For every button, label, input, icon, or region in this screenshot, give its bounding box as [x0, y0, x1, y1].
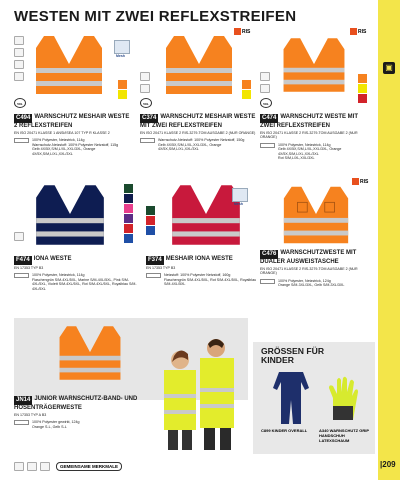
product-sizes: Orange S-L, Gelb S-L: [32, 424, 67, 429]
product-sizes: Flaschengrün S/M-4XL/5XL, Marine S/M-4XL/5XL, Pink S/M-4XL/5XL, Violett S/M-4XL/5XL, Rot S/M-4XL/5XL, Royalblau S/M-4XL/5XL: [32, 277, 137, 291]
color-swatch-yellow[interactable]: [242, 90, 251, 99]
color-swatch-royal[interactable]: [146, 226, 155, 235]
product-name: WARNSCHUTZ MESHAIR WESTE 2 REFLEXSTREIFEN: [14, 114, 130, 129]
vest-image: [278, 34, 350, 96]
product-name: WARNSCHUTZ MESHAIR WESTE MIT ZWEI REFLEXSTREIFEN: [140, 114, 256, 129]
kids-item-2: A340 WARNSCHUTZ GRIP HANDSCHUH LATEXSCHAUM: [319, 428, 369, 443]
product-code: C374: [142, 115, 157, 121]
product-name: IONA WESTE: [33, 256, 72, 262]
kids-overall-image: [271, 370, 311, 426]
product-standard: EN 17353 TYP B3: [14, 266, 44, 270]
product-standard: EN ISO 20471 KLASSE 2 RIS-3279-TOM AUSGABE 2 (NUR ORANGE): [140, 131, 256, 135]
product-standard: EN 17353 TYP A B3: [14, 413, 47, 417]
product-sizes: Gelb 4X/5X,S/M,L/XL,XXL/3XL, Orange 4X/5X,S/M,L/XL,XXL/3XL: [32, 147, 96, 156]
material-tag: [146, 273, 161, 278]
color-swatch-orange[interactable]: [118, 80, 127, 89]
color-swatch-violet[interactable]: [124, 214, 133, 223]
product-name: JUNIOR WARNSCHUTZ-BAND- UND HOSENTRÄGERWESTE: [14, 396, 138, 411]
kids-photo: [150, 330, 250, 452]
material-tag: [14, 138, 29, 143]
mesh-label: Mesh: [234, 202, 243, 206]
kids-item-1: C899 KINDER OVERALL: [261, 428, 308, 433]
feature-icon: [14, 36, 24, 45]
page-title: WESTEN MIT ZWEI REFLEXSTREIFEN: [14, 8, 297, 25]
feature-icon: [27, 462, 37, 471]
product-c494[interactable]: [14, 28, 132, 178]
vest-image: [278, 182, 354, 248]
feature-icon: [14, 48, 24, 57]
color-swatch-royal[interactable]: [124, 234, 133, 243]
feature-icon: [140, 84, 150, 93]
ris-badge: RIS: [234, 28, 250, 35]
product-name: WARNSCHUTZ WESTE MIT ZWEI REFLEXSTREIFEN: [260, 114, 359, 129]
size-icon: 5XL: [14, 98, 26, 108]
product-desc: Netzstoff: 100% Polyester Netzstoff, 160g: [164, 273, 231, 278]
product-desc: 100% Polyester gewirkt, 124g: [32, 420, 80, 425]
product-c374[interactable]: [140, 28, 258, 178]
product-sizes: Orange S/M-3XL/3XL, Gelb S/M-3XL/3XL: [278, 283, 345, 288]
color-swatch-pink[interactable]: [124, 204, 133, 213]
size-icon: 5XL: [140, 98, 152, 108]
mesh-logo: [232, 188, 248, 202]
feature-icon: [14, 232, 24, 241]
product-code: C476: [262, 251, 277, 257]
product-c476[interactable]: [260, 178, 374, 318]
kids-sizes-box: [253, 342, 375, 454]
product-code: F474: [16, 257, 30, 263]
product-sizes: Flaschengrün S/M-4XL/5XL, Rot S/M-4XL/5XL, Royalblau S/M-4XL/5XL: [164, 277, 257, 287]
kids-title-line2: KINDER: [261, 355, 294, 365]
color-swatch-green[interactable]: [124, 184, 133, 193]
vest-image: [30, 182, 110, 248]
color-swatch-yellow[interactable]: [358, 84, 367, 93]
product-standard: EN 17353 TYP B3: [146, 266, 176, 270]
color-swatch-orange[interactable]: [358, 74, 367, 83]
product-c474[interactable]: [260, 28, 374, 178]
product-sizes-2: Rot S/M,L/XL,XXL/3XL: [278, 156, 315, 161]
product-code: C494: [16, 115, 31, 121]
product-standard: EN ISO 20471 KLASSE 1 ANSI/ISEA 107 TYP R KLASSE 2: [14, 131, 110, 135]
product-code: C474: [262, 115, 277, 121]
product-sizes: Gelb 4X/5X,S/M,L/XL,XXL/3XL, Orange 4X/5X,S/M,L/XL,XXL/3XL: [278, 147, 342, 156]
feature-icon: [14, 462, 24, 471]
product-sizes: Gelb 4X/5X,S/M,L/XL,XXL/3XL, Orange 4X/5X,S/M,L/XL,XXL/3XL: [158, 142, 222, 152]
kids-title-line1: GRÖSSEN FÜR: [261, 346, 325, 356]
color-swatch-red[interactable]: [146, 216, 155, 225]
mesh-logo: [114, 40, 130, 54]
feature-icon: [140, 72, 150, 81]
material-tag: [260, 279, 275, 284]
product-jn14[interactable]: [14, 318, 148, 448]
product-standard: EN ISO 20471 KLASSE 2 RIS-3279-TOM AUSGABE 2 (NUR ORANGE): [260, 267, 358, 276]
product-desc: 100% Polyester, Netzstrick, 114g: [32, 138, 85, 143]
feature-icon: [260, 72, 270, 81]
feature-icon: [260, 84, 270, 93]
ris-badge: RIS: [352, 178, 368, 185]
product-name: MESHAIR IONA WESTE: [165, 256, 233, 262]
color-swatch-orange[interactable]: [242, 80, 251, 89]
glove-image: [325, 376, 361, 422]
product-desc: Warnschutz-Netzstoff: 100% Polyester Netzstoff, 150g: [158, 138, 245, 143]
color-swatch-red[interactable]: [358, 94, 367, 103]
color-swatch-green[interactable]: [146, 206, 155, 215]
kids-title: [261, 347, 324, 365]
vest-image: [54, 322, 126, 384]
product-desc: 100% Polyester, Netzstrick, 114g: [278, 142, 331, 147]
product-name: WARNSCHUTZWESTE MIT DUALER AUSWEISTASCHE: [260, 250, 357, 265]
color-swatch-navy[interactable]: [124, 194, 133, 203]
feature-icon: [40, 462, 50, 471]
material-tag: [140, 138, 155, 143]
feature-icon: [14, 72, 24, 81]
product-desc: 100% Polyester, Netzstrick, 114g: [32, 273, 85, 278]
color-swatch-yellow[interactable]: [118, 90, 127, 99]
product-standard: EN ISO 20471 KLASSE 2 RIS-3279-TOM AUSGABE 2 (NUR ORANGE): [260, 131, 358, 140]
material-tag: [260, 143, 275, 148]
vest-image: [30, 34, 108, 96]
product-f374[interactable]: [146, 178, 258, 318]
material-tag: [14, 420, 29, 425]
size-icon: 5XL: [260, 98, 272, 108]
product-desc: 100% Polyester, Netzstrick, 124g: [278, 278, 331, 283]
common-features-label[interactable]: GEMEINSAME MERKMALE: [56, 462, 122, 471]
feature-icon: [14, 60, 24, 69]
section-side-tab: [378, 0, 400, 480]
ris-badge: RIS: [350, 28, 366, 35]
vest-image: [160, 34, 238, 96]
category-icon: ▣: [383, 62, 395, 74]
product-code: JN14: [16, 397, 31, 403]
color-swatch-red[interactable]: [124, 224, 133, 233]
page-number: |209: [380, 460, 396, 469]
material-tag: [14, 273, 29, 278]
product-code: F374: [148, 257, 162, 263]
product-desc-2: Warnschutz-Netzstoff: 100% Polyester Netzstoff, 115g: [32, 142, 119, 147]
mesh-label: Mesh: [116, 54, 125, 58]
product-f474[interactable]: [14, 178, 144, 318]
